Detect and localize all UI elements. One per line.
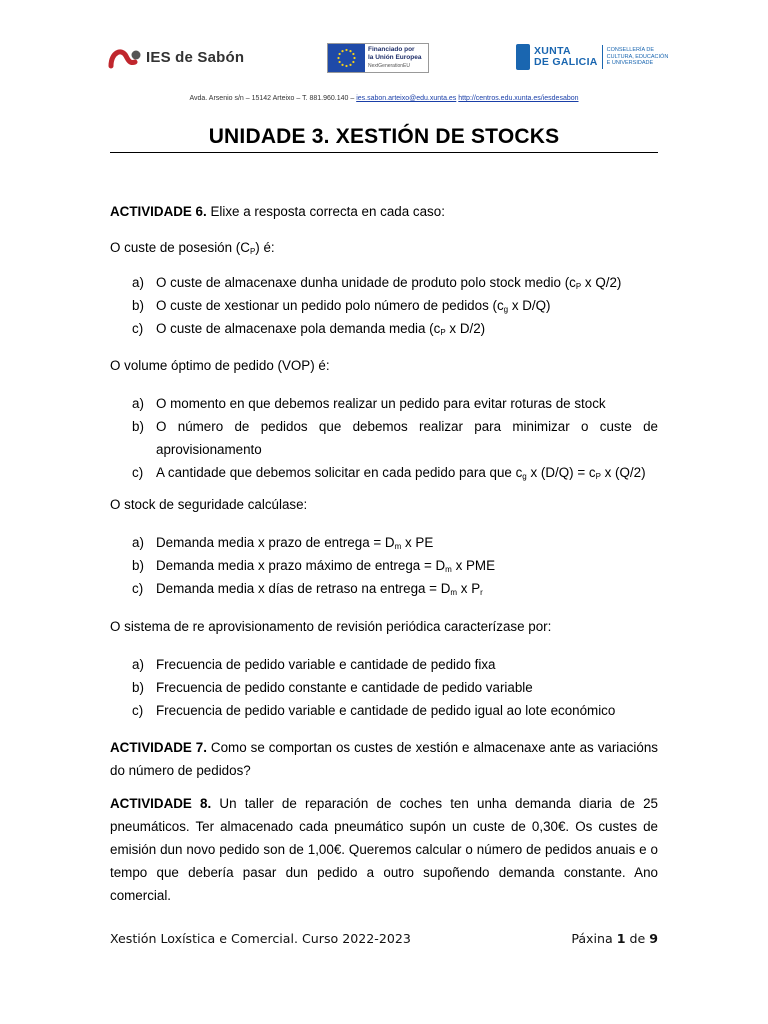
option-text-mid: x (D/Q) = c bbox=[526, 465, 596, 480]
question-1 bbox=[110, 236, 658, 259]
school-name: IES de Sabón bbox=[146, 48, 245, 66]
option-text: Frecuencia de pedido variable e cantidade de pedido igual ao lote económico bbox=[156, 703, 616, 718]
option-b bbox=[110, 554, 658, 577]
option-text-tail: x D/Q) bbox=[508, 298, 551, 313]
total-pages: 9 bbox=[649, 931, 658, 946]
page-header bbox=[0, 0, 768, 110]
activity-text: Un taller de reparación de coches ten unha demanda diaria de 25 pneumáticos. Ter almacenado cada pneumático supón un custe de 0,30€. Os custes de emisión dun novo pedido son de 1,00€. Queremos calcular o número de pedidos anuais e o tempo que debería pasar dun pedido a outro supoñendo demanda constante. Ano comercial. bbox=[110, 796, 658, 903]
eu-flag-icon bbox=[328, 44, 365, 72]
option-letter: a) bbox=[132, 535, 144, 550]
option-letter: b) bbox=[132, 298, 144, 313]
subscript: P bbox=[249, 247, 256, 256]
school-address bbox=[0, 95, 768, 102]
xunta-divider bbox=[602, 45, 603, 69]
subscript: P bbox=[440, 328, 446, 337]
question-2: O volume óptimo de pedido (VOP) é: bbox=[110, 358, 330, 373]
option-b bbox=[110, 415, 658, 461]
option-letter: b) bbox=[132, 680, 144, 695]
document-body bbox=[110, 200, 658, 907]
activity-8 bbox=[110, 792, 658, 907]
option-a bbox=[110, 392, 658, 415]
question-1-options bbox=[110, 271, 658, 340]
page-footer bbox=[110, 931, 658, 946]
option-text: Frecuencia de pedido variable e cantidade de pedido fixa bbox=[156, 657, 496, 672]
eu-text-2: la Unión Europea bbox=[368, 54, 422, 61]
option-text: Demanda media x prazo de entrega = D bbox=[156, 535, 395, 550]
activity-label: ACTIVIDADE 6. bbox=[110, 204, 207, 219]
activity-label: ACTIVIDADE 8. bbox=[110, 796, 212, 811]
question-2-options bbox=[110, 392, 658, 484]
xunta-crest-icon bbox=[516, 44, 530, 70]
option-b bbox=[110, 676, 658, 699]
address-text: Avda. Arsenio s/n – 15142 Arteixo – T. 881.960.140 – bbox=[189, 95, 355, 102]
option-text-tail: x PE bbox=[401, 535, 434, 550]
question-text-tail: ) é: bbox=[255, 240, 275, 255]
xunta-sub-2: CULTURA, EDUCACIÓN bbox=[606, 53, 669, 60]
option-text: O custe de xestionar un pedido polo número de pedidos (c bbox=[156, 298, 504, 313]
current-page: 1 bbox=[616, 931, 626, 946]
xunta-sub-1: CONSELLERÍA DE bbox=[606, 47, 655, 54]
website-link[interactable]: http://centros.edu.xunta.es/iesdesabon bbox=[458, 95, 579, 102]
page-word: Páxina bbox=[571, 931, 617, 946]
subscript: P bbox=[575, 282, 582, 291]
subscript: g bbox=[503, 305, 509, 314]
page-number bbox=[571, 931, 658, 946]
option-text: Demanda media x días de retraso na entrega = D bbox=[156, 581, 451, 596]
option-text-tail: x (Q/2) bbox=[600, 465, 646, 480]
email-link[interactable]: ies.sabon.arteixo@edu.xunta.es bbox=[356, 95, 457, 102]
option-text-tail: x Q/2) bbox=[581, 275, 622, 290]
option-text: O número de pedidos que debemos realizar para minimizar o custe de aprovisionamento bbox=[156, 419, 658, 457]
option-letter: b) bbox=[132, 558, 144, 573]
option-letter: c) bbox=[132, 465, 144, 480]
option-b bbox=[110, 294, 658, 317]
option-letter: a) bbox=[132, 657, 144, 672]
ies-sabon-logo bbox=[108, 44, 244, 70]
question-4-options bbox=[110, 653, 658, 722]
question-text: O custe de posesión (C bbox=[110, 240, 250, 255]
page-title: UNIDADE 3. XESTIÓN DE STOCKS bbox=[208, 125, 560, 148]
title-underline bbox=[110, 152, 658, 153]
activity-text: Elixe a resposta correcta en cada caso: bbox=[206, 204, 445, 219]
option-text: Demanda media x prazo máximo de entrega = D bbox=[156, 558, 446, 573]
option-text-tail: x D/2) bbox=[445, 321, 486, 336]
eu-text-3: NextGenerationEU bbox=[368, 63, 410, 69]
option-a bbox=[110, 271, 658, 294]
activity-text: Como se comportan os custes de xestión e almacenaxe ante as variacións do número de pedidos? bbox=[110, 740, 658, 778]
xunta-text-2: DE GALICIA bbox=[534, 56, 598, 68]
option-text: O momento en que debemos realizar un pedido para evitar roturas de stock bbox=[156, 396, 606, 411]
option-text: A cantidade que debemos solicitar en cada pedido para que c bbox=[156, 465, 523, 480]
option-letter: c) bbox=[132, 703, 144, 718]
subscript: m bbox=[394, 542, 402, 551]
of-word: de bbox=[625, 931, 650, 946]
question-4: O sistema de re aprovisionamento de revisión periódica caracterízase por: bbox=[110, 619, 552, 634]
option-text-mid: x P bbox=[457, 581, 481, 596]
activity-6-heading bbox=[110, 200, 658, 223]
subscript: P bbox=[595, 472, 601, 481]
option-text: Frecuencia de pedido constante e cantidade de pedido variable bbox=[156, 680, 533, 695]
question-3-options bbox=[110, 531, 658, 600]
option-a bbox=[110, 531, 658, 554]
subscript: m bbox=[445, 565, 452, 574]
subscript: g bbox=[522, 472, 527, 481]
option-c bbox=[110, 577, 658, 600]
subscript: m bbox=[450, 588, 458, 597]
option-c bbox=[110, 317, 658, 340]
option-c bbox=[110, 461, 658, 484]
eu-text-1: Financiado por bbox=[368, 46, 415, 53]
activity-label: ACTIVIDADE 7. bbox=[110, 740, 207, 755]
subscript: r bbox=[480, 588, 483, 597]
option-a bbox=[110, 653, 658, 676]
option-letter: b) bbox=[132, 419, 144, 434]
question-3: O stock de seguridade calcúlase: bbox=[110, 497, 308, 512]
course-name: Xestión Loxística e Comercial. Curso 2022-2023 bbox=[110, 931, 411, 946]
eu-funding-logo bbox=[327, 43, 429, 73]
xunta-galicia-logo bbox=[516, 44, 668, 70]
xunta-text-1: XUNTA bbox=[534, 45, 571, 57]
option-c bbox=[110, 699, 658, 722]
activity-7 bbox=[110, 736, 658, 782]
option-text: O custe de almacenaxe dunha unidade de produto polo stock medio (c bbox=[156, 275, 576, 290]
option-letter: a) bbox=[132, 275, 144, 290]
option-letter: c) bbox=[132, 581, 144, 596]
ies-logo-icon bbox=[108, 44, 142, 70]
option-text-tail: x PME bbox=[451, 558, 495, 573]
option-letter: c) bbox=[132, 321, 144, 336]
option-letter: a) bbox=[132, 396, 144, 411]
xunta-sub-3: E UNIVERSIDADE bbox=[606, 60, 654, 67]
option-text: O custe de almacenaxe pola demanda media (c bbox=[156, 321, 441, 336]
